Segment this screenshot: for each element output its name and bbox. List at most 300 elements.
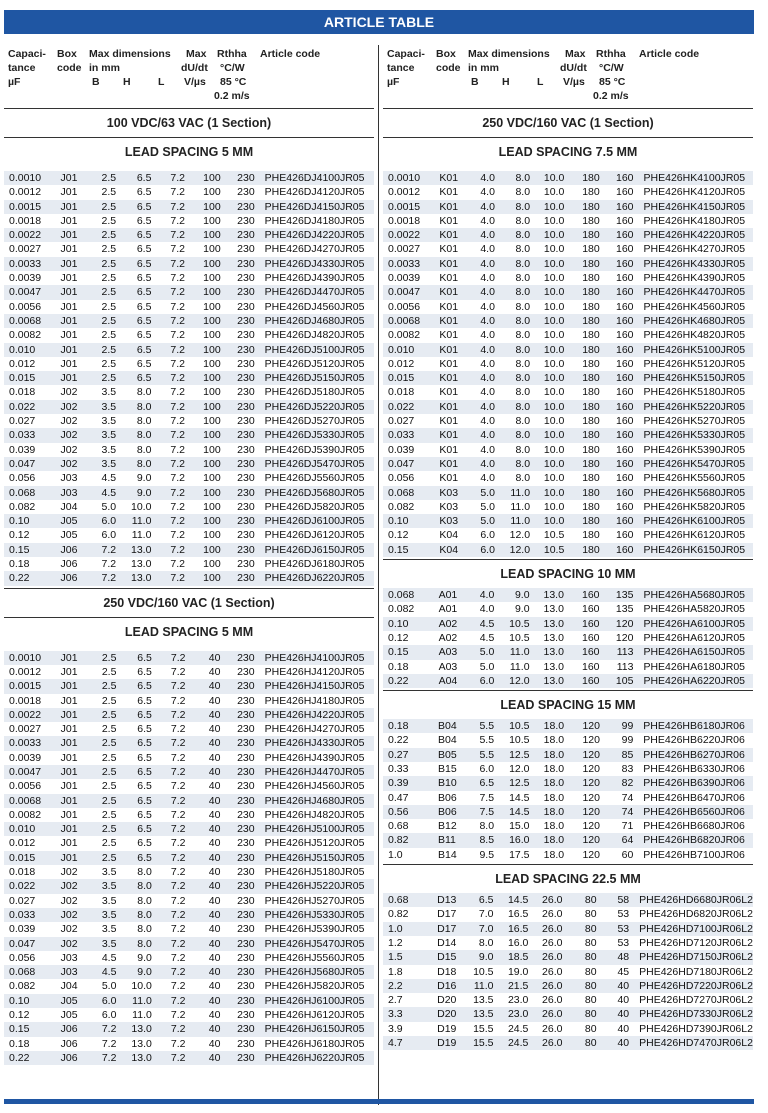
table-cell: J01 xyxy=(55,651,89,665)
table-cell: 0.015 xyxy=(4,371,55,385)
table-cell: 7.2 xyxy=(101,1037,117,1050)
table-cell: 2.5 xyxy=(101,723,117,736)
table-cell: 26.0 xyxy=(528,922,562,936)
table-cell: J01 xyxy=(60,780,78,793)
table-cell: 180 xyxy=(582,386,600,399)
table-cell: 40 xyxy=(208,951,221,964)
table-cell: 4.0 xyxy=(468,228,495,242)
table-cell: PHE426HJ5150JR05 xyxy=(255,851,374,865)
table-cell: 7.2 xyxy=(152,651,186,665)
table-cell: J02 xyxy=(55,428,89,442)
table-cell: 230 xyxy=(237,300,255,313)
table-cell: 7.2 xyxy=(170,214,185,227)
table-cell: 0.010 xyxy=(4,343,55,357)
table-cell: 99 xyxy=(600,719,633,733)
table-cell: 10.5 xyxy=(494,617,529,631)
table-cell: 230 xyxy=(220,794,254,808)
table-cell: 6.5 xyxy=(137,808,152,821)
table-cell: 5.0 xyxy=(468,514,495,528)
table-cell: PHE426HJ4330JR05 xyxy=(255,736,374,750)
table-cell: 0.018 xyxy=(9,866,36,879)
table-cell: PHE426HK4270JR05 xyxy=(643,243,746,256)
table-cell: PHE426HK4150JR05 xyxy=(634,200,753,214)
table-cell: 13.0 xyxy=(131,1037,152,1050)
table-cell: K01 xyxy=(439,357,459,370)
table-cell: 0.15 xyxy=(4,1022,55,1036)
table-cell: PHE426DJ4100JR05 xyxy=(255,171,374,185)
table-cell: 7.2 xyxy=(170,694,186,707)
table-cell: 3.5 xyxy=(89,457,117,471)
table-cell: 8.0 xyxy=(515,415,531,428)
table-row xyxy=(4,400,374,414)
table-cell: 10.0 xyxy=(543,443,565,456)
header-article: Article code xyxy=(260,48,321,60)
table-cell: 230 xyxy=(221,457,255,471)
table-row xyxy=(383,805,753,819)
header-box-2: code xyxy=(436,62,461,74)
table-cell: 230 xyxy=(237,558,255,571)
table-cell: 11.0 xyxy=(116,994,151,1008)
table-cell: J01 xyxy=(55,822,89,836)
table-cell: 0.10 xyxy=(383,514,433,528)
table-cell: 7.2 xyxy=(152,851,186,865)
table-row xyxy=(383,514,753,528)
table-cell: 160 xyxy=(600,400,634,414)
section-title: 100 VDC/63 VAC (1 Section) xyxy=(106,116,272,130)
table-cell: 4.5 xyxy=(479,631,495,644)
table-cell: 0.0027 xyxy=(9,243,42,256)
table-row xyxy=(4,457,374,471)
table-cell: J02 xyxy=(55,908,89,922)
table-cell: 160 xyxy=(600,457,634,471)
table-cell: 230 xyxy=(237,272,255,285)
table-cell: 230 xyxy=(220,651,254,665)
table-cell: A02 xyxy=(433,617,467,631)
table-cell: PHE426DJ4270JR05 xyxy=(264,243,365,256)
bottom-rule xyxy=(4,1099,754,1104)
table-row xyxy=(4,865,374,879)
table-cell: 100 xyxy=(203,214,221,227)
table-cell: 7.2 xyxy=(170,500,185,513)
table-cell: 0.12 xyxy=(9,1009,30,1022)
table-cell: 180 xyxy=(564,371,599,385)
table-cell: 100 xyxy=(203,472,221,485)
table-cell: 7.0 xyxy=(478,908,494,921)
table-cell: 6.5 xyxy=(116,679,151,693)
table-cell: PHE426HD7270JR06L2 xyxy=(639,994,753,1007)
table-row xyxy=(4,371,374,385)
table-cell: 7.2 xyxy=(152,879,186,893)
table-cell: PHE426HJ5180JR05 xyxy=(264,866,365,879)
table-cell: PHE426HK4470JR05 xyxy=(634,285,753,299)
table-cell: 15.0 xyxy=(509,820,530,833)
table-cell: 2.5 xyxy=(89,736,117,750)
table-cell: 230 xyxy=(220,937,254,951)
table-cell: 10.0 xyxy=(543,357,565,370)
lead-spacing-title: LEAD SPACING 5 MM xyxy=(124,145,254,159)
table-row xyxy=(4,994,374,1008)
table-cell: 4.0 xyxy=(480,357,495,370)
table-cell: 6.0 xyxy=(480,529,495,542)
table-cell: 3.5 xyxy=(89,908,117,922)
table-cell: 10.5 xyxy=(509,734,530,747)
table-cell: 8.0 xyxy=(495,343,530,357)
table-cell: 230 xyxy=(237,751,255,764)
table-cell: 10.0 xyxy=(530,314,564,328)
table-row xyxy=(4,951,374,965)
table-cell: 2.5 xyxy=(89,765,117,779)
table-cell: 7.2 xyxy=(170,243,185,256)
table-cell: PHE426HA6180JR05 xyxy=(643,660,746,673)
table-cell: 120 xyxy=(582,848,600,861)
table-cell: 230 xyxy=(237,665,255,678)
table-row xyxy=(383,185,753,199)
table-cell: 6.5 xyxy=(116,314,151,328)
table-cell: 160 xyxy=(615,243,634,256)
table-cell: J02 xyxy=(55,400,89,414)
table-cell: 230 xyxy=(237,500,255,513)
table-cell: 2.5 xyxy=(89,371,117,385)
table-cell: 7.2 xyxy=(170,894,186,907)
table-cell: 180 xyxy=(564,486,599,500)
table-cell: 10.0 xyxy=(543,500,565,513)
table-cell: 6.5 xyxy=(136,357,152,370)
table-cell: 180 xyxy=(564,314,599,328)
table-cell: 4.5 xyxy=(101,472,117,485)
table-cell: 230 xyxy=(237,415,255,428)
table-cell: 26.0 xyxy=(528,979,562,993)
table-cell: 12.0 xyxy=(509,529,531,542)
table-cell: J01 xyxy=(55,343,89,357)
table-cell: 7.2 xyxy=(170,837,186,850)
table-cell: 100 xyxy=(185,228,221,242)
table-row xyxy=(4,514,374,528)
table-cell: 4.0 xyxy=(480,186,495,199)
table-cell: 160 xyxy=(615,186,634,199)
table-cell: 0.012 xyxy=(9,357,36,370)
table-cell: PHE426HK5330JR05 xyxy=(634,428,753,442)
table-cell: 14.5 xyxy=(509,791,530,804)
table-cell: A04 xyxy=(433,674,467,688)
table-cell: PHE426DJ5220JR05 xyxy=(255,400,374,414)
table-cell: B05 xyxy=(432,748,466,762)
table-cell: 13.0 xyxy=(543,603,564,616)
table-cell: 0.047 xyxy=(4,457,55,471)
table-cell: PHE426HJ4470JR05 xyxy=(255,765,374,779)
table-cell: 11.0 xyxy=(495,486,530,500)
table-cell: 5.5 xyxy=(479,734,495,747)
table-cell: 180 xyxy=(564,285,599,299)
table-cell: 120 xyxy=(564,776,600,790)
table-row xyxy=(383,733,753,747)
table-cell: 26.0 xyxy=(528,893,562,907)
table-cell: 0.082 xyxy=(9,500,36,513)
table-cell: 0.0056 xyxy=(9,300,42,313)
table-cell: 230 xyxy=(220,765,254,779)
table-cell: J04 xyxy=(60,500,78,513)
table-cell: PHE426HJ6150JR05 xyxy=(255,1022,374,1036)
table-cell: 18.0 xyxy=(530,833,565,847)
table-cell: 0.015 xyxy=(383,371,433,385)
table-cell: 6.5 xyxy=(116,200,151,214)
table-cell: 7.2 xyxy=(101,558,117,571)
table-cell: 230 xyxy=(237,723,255,736)
table-row xyxy=(383,1036,753,1050)
header-b: B xyxy=(471,76,479,88)
table-cell: 3.3 xyxy=(383,1007,431,1021)
table-cell: J06 xyxy=(55,571,89,585)
table-cell: 180 xyxy=(564,457,599,471)
table-cell: 9.0 xyxy=(494,588,529,602)
table-cell: 40 xyxy=(208,1009,221,1022)
table-row xyxy=(383,528,753,542)
table-cell: 7.2 xyxy=(170,923,186,936)
table-cell: PHE426DJ4120JR05 xyxy=(264,186,365,199)
table-cell: 180 xyxy=(564,514,599,528)
table-row xyxy=(4,357,374,371)
table-cell: J01 xyxy=(60,808,78,821)
table-row xyxy=(383,602,753,616)
table-row xyxy=(383,719,753,733)
table-cell: 230 xyxy=(237,923,255,936)
table-cell: PHE426HK5270JR05 xyxy=(643,415,746,428)
table-cell: PHE426HB6470JR06 xyxy=(643,791,745,804)
table-cell: 180 xyxy=(582,243,600,256)
table-cell: 230 xyxy=(220,736,254,750)
table-cell: 160 xyxy=(615,300,634,313)
table-cell: 4.0 xyxy=(468,200,495,214)
table-cell: 120 xyxy=(582,734,600,747)
table-cell: PHE426HK5120JR05 xyxy=(643,357,746,370)
table-cell: A01 xyxy=(438,603,458,616)
table-cell: J02 xyxy=(55,937,89,951)
table-cell: J01 xyxy=(55,200,89,214)
table-cell: 5.0 xyxy=(467,645,495,659)
table-cell: PHE426HA6120JR05 xyxy=(643,631,746,644)
table-cell: 3.5 xyxy=(101,923,117,936)
table-cell: 4.0 xyxy=(468,371,495,385)
table-cell: K01 xyxy=(439,386,459,399)
table-cell: 0.0010 xyxy=(4,171,55,185)
table-row xyxy=(4,343,374,357)
table-cell: 0.0010 xyxy=(383,171,433,185)
table-cell: 7.2 xyxy=(89,543,117,557)
table-cell: 40 xyxy=(208,808,221,821)
table-cell: 230 xyxy=(237,951,255,964)
table-cell: K01 xyxy=(433,257,467,271)
table-cell: 8.5 xyxy=(466,833,494,847)
table-cell: 0.0047 xyxy=(4,285,55,299)
table-cell: 6.5 xyxy=(137,837,152,850)
table-cell: 2.5 xyxy=(101,837,117,850)
table-cell: 6.5 xyxy=(137,751,152,764)
table-cell: 3.5 xyxy=(89,879,117,893)
table-cell: PHE426DJ6150JR05 xyxy=(255,543,374,557)
table-cell: 0.27 xyxy=(383,748,432,762)
table-cell: 8.0 xyxy=(515,443,531,456)
header-rthha-1: Rthha xyxy=(217,48,247,60)
table-cell: 11.0 xyxy=(132,1009,152,1022)
table-cell: J02 xyxy=(60,923,78,936)
table-cell: 9.0 xyxy=(116,486,151,500)
table-cell: PHE426DJ5560JR05 xyxy=(264,472,365,485)
table-cell: J03 xyxy=(60,951,78,964)
table-cell: PHE426HJ6120JR05 xyxy=(264,1009,365,1022)
column-divider xyxy=(378,45,379,1105)
table-cell: 6.5 xyxy=(116,285,151,299)
table-cell: 230 xyxy=(221,343,255,357)
table-row xyxy=(383,228,753,242)
table-cell: 160 xyxy=(564,645,600,659)
table-cell: 0.0047 xyxy=(383,285,433,299)
table-cell: PHE426DJ5180JR05 xyxy=(264,386,365,399)
table-cell: J03 xyxy=(55,486,89,500)
table-cell: 18.0 xyxy=(530,776,565,790)
table-cell: 6.5 xyxy=(116,228,151,242)
table-cell: 3.5 xyxy=(89,428,117,442)
table-row xyxy=(383,588,753,602)
table-cell: 2.5 xyxy=(101,329,117,342)
table-cell: K04 xyxy=(439,529,459,542)
table-cell: 80 xyxy=(562,1036,596,1050)
table-row xyxy=(383,200,753,214)
table-cell: 7.2 xyxy=(152,736,186,750)
table-cell: 8.0 xyxy=(136,386,152,399)
table-cell: 18.0 xyxy=(543,848,565,861)
table-cell: 0.33 xyxy=(388,762,409,775)
table-cell: 180 xyxy=(582,186,600,199)
table-row xyxy=(383,965,753,979)
table-cell: J01 xyxy=(60,300,78,313)
table-cell: 0.12 xyxy=(9,529,30,542)
table-cell: 9.0 xyxy=(137,951,152,964)
table-cell: PHE426DJ4180JR05 xyxy=(264,214,365,227)
table-row xyxy=(4,471,374,485)
table-row xyxy=(383,543,753,557)
table-cell: 7.2 xyxy=(151,314,185,328)
table-cell: PHE426HJ4680JR05 xyxy=(255,794,374,808)
table-cell: PHE426DJ5820JR05 xyxy=(264,500,365,513)
table-cell: 4.0 xyxy=(468,171,495,185)
table-cell: 0.0018 xyxy=(9,214,42,227)
table-row xyxy=(4,171,374,185)
table-cell: 7.2 xyxy=(170,300,185,313)
table-cell: 0.018 xyxy=(9,386,36,399)
table-cell: 0.0022 xyxy=(4,228,55,242)
table-cell: PHE426HJ5680JR05 xyxy=(255,965,374,979)
table-cell: PHE426HD7120JR06L2 xyxy=(639,936,753,949)
header-rthha-4: 0.2 m/s xyxy=(593,90,629,102)
table-cell: 6.5 xyxy=(116,257,151,271)
table-cell: 5.0 xyxy=(468,486,495,500)
table-cell: 160 xyxy=(600,285,634,299)
table-cell: 6.0 xyxy=(467,674,495,688)
table-cell: 180 xyxy=(582,272,600,285)
table-cell: 160 xyxy=(600,371,634,385)
table-cell: 74 xyxy=(600,805,633,819)
table-cell: PHE426HK6100JR05 xyxy=(634,514,753,528)
table-cell: 0.010 xyxy=(383,343,433,357)
header-maxdim-1: Max dimensions xyxy=(468,48,550,60)
table-cell: 8.0 xyxy=(515,186,531,199)
header-b: B xyxy=(92,76,100,88)
table-cell: J02 xyxy=(60,894,78,907)
table-cell: 8.0 xyxy=(137,923,152,936)
table-cell: 40 xyxy=(208,723,221,736)
table-cell: A03 xyxy=(433,645,467,659)
header-capacitance-1: Capaci- xyxy=(8,48,46,60)
table-cell: 2.5 xyxy=(101,665,117,678)
table-cell: 9.0 xyxy=(116,965,151,979)
table-cell: 230 xyxy=(237,780,255,793)
table-row xyxy=(383,1022,753,1036)
table-cell: PHE426DJ4330JR05 xyxy=(255,257,374,271)
table-cell: 18.0 xyxy=(530,805,565,819)
table-cell: 8.0 xyxy=(116,908,151,922)
table-cell: J06 xyxy=(60,558,78,571)
table-cell: 100 xyxy=(185,371,221,385)
table-cell: K04 xyxy=(433,543,467,557)
table-cell: 13.0 xyxy=(530,617,564,631)
table-cell: 100 xyxy=(203,243,221,256)
header-capacitance-unit: µF xyxy=(387,76,400,88)
table-row xyxy=(4,414,374,428)
header-box-1: Box xyxy=(57,48,77,60)
table-row xyxy=(4,879,374,893)
table-cell: 8.0 xyxy=(515,214,531,227)
table-cell: 6.5 xyxy=(137,665,152,678)
table-cell: 13.0 xyxy=(543,660,564,673)
table-cell: 1.0 xyxy=(383,922,431,936)
table-row xyxy=(383,631,753,645)
table-cell: 0.22 xyxy=(383,674,433,688)
table-cell: PHE426HD6680JR06L2 xyxy=(629,893,753,907)
table-cell: 0.010 xyxy=(4,822,55,836)
table-cell: 6.5 xyxy=(136,329,152,342)
table-cell: 8.0 xyxy=(136,415,152,428)
table-cell: 230 xyxy=(221,285,255,299)
table-cell: 40 xyxy=(208,665,221,678)
table-cell: 0.0068 xyxy=(4,794,55,808)
table-row xyxy=(4,937,374,951)
table-cell: 160 xyxy=(600,171,634,185)
table-cell: A01 xyxy=(433,588,467,602)
table-cell: PHE426HK5100JR05 xyxy=(634,343,753,357)
table-cell: 10.0 xyxy=(530,257,564,271)
table-row xyxy=(4,722,374,736)
table-cell: 3.5 xyxy=(101,866,117,879)
table-cell: 0.047 xyxy=(383,457,433,471)
table-cell: 4.0 xyxy=(468,457,495,471)
table-cell: 40 xyxy=(186,765,221,779)
table-cell: 40 xyxy=(208,866,221,879)
table-cell: K03 xyxy=(439,500,459,513)
table-cell: 0.82 xyxy=(383,833,432,847)
table-cell: 80 xyxy=(584,936,597,949)
table-cell: J01 xyxy=(60,665,78,678)
table-cell: 10.0 xyxy=(530,343,564,357)
table-cell: 160 xyxy=(600,314,634,328)
table-cell: 0.10 xyxy=(4,514,55,528)
table-row xyxy=(4,822,374,836)
table-cell: 230 xyxy=(220,908,254,922)
table-cell: 120 xyxy=(564,833,600,847)
table-cell: 160 xyxy=(581,631,600,644)
table-cell: D13 xyxy=(431,893,465,907)
table-cell: 7.2 xyxy=(152,822,186,836)
table-cell: 7.2 xyxy=(170,415,185,428)
table-cell: 160 xyxy=(564,674,600,688)
